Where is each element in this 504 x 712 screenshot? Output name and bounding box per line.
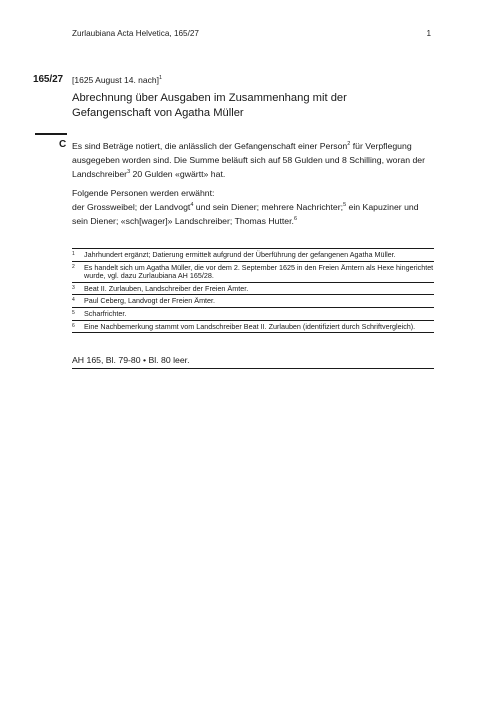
footnote-number: 5 [72,309,75,316]
source-reference: AH 165, Bl. 79-80 • Bl. 80 leer. [72,355,190,365]
footnote-ref-4[interactable]: 4 [190,202,194,208]
regest-p1-part-c: 20 Gulden «gwärtt» hat. [130,169,226,179]
footnote-number: 4 [72,297,75,304]
footnote-item [72,321,434,334]
section-mark: C [59,139,67,150]
footnote-number: 6 [72,322,75,329]
footnote-item [72,283,434,296]
document-title-line-2: Gefangenschaft von Agatha Müller [72,107,244,119]
footnote-item [72,308,434,321]
footnote-text: Eine Nachbemerkung stammt vom Landschreiber Beat II. Zurlauben (identifiziert durch Schriftvergleich). [84,321,416,331]
footnote-ref-6[interactable]: 6 [293,216,298,222]
footnote-ref-1[interactable]: 1 [158,75,163,81]
footnote-item [72,262,434,283]
regest-paragraph-2 [72,186,434,228]
footnote-text: Jahrhundert ergänzt; Datierung ermittelt aufgrund der Überführung der gefangenen Agatha Müller. [84,250,396,259]
document-title [72,91,412,121]
footnote-text: Beat II. Zurlauben, Landschreiber der Freien Ämter. [84,283,249,293]
regest-text [72,139,434,228]
footnote-ref-5[interactable]: 5 [343,202,347,208]
document-date-text: [1625 August 14. nach] [72,75,159,85]
footnote-ref-2[interactable]: 2 [347,141,351,147]
source-rule [72,368,434,369]
footnote-item [72,295,434,308]
regest-p2-part-c: ein Kapuziner und sein Diener; «sch[wager]» Landschreiber; Thomas Hutter. [72,202,419,226]
document-title-line-1: Abrechnung über Ausgaben im Zusammenhang mit der [72,92,347,104]
regest-paragraph-1 [72,139,434,181]
regest-p1-part-b: für Verpflegung ausgegeben worden sind. Die Summe beläuft sich auf 58 Gulden und 8 Schilling, woran der Landschreiber [72,141,426,179]
footnote-text: Es handelt sich um Agatha Müller, die vor dem 2. September 1625 in den Freien Ämtern als Hexe hingerichtet wurde, vgl. dazu Zurlaubiana AH 165/28. [84,262,434,281]
footnote-number: 1 [72,251,75,257]
footnotes [72,248,434,333]
footnote-number: 3 [72,284,75,291]
page-number: 1 [426,29,431,38]
regest-p1-part-a: Es sind Beträge notiert, die anlässlich der Gefangenschaft einer Person [72,141,348,151]
regest-p2-part-a: der Grossweibel; der Landvogt [72,202,191,212]
document-number: 165/27 [33,74,63,85]
document-date [72,75,162,85]
footnote-number: 2 [72,263,75,270]
regest-p2-intro: Folgende Personen werden erwähnt: [72,188,215,198]
footnote-text: Paul Ceberg, Landvogt der Freien Ämter. [84,296,216,306]
regest-p2-part-b: und sein Diener; mehrere Nachrichter; [193,202,344,212]
footnote-item [72,249,434,262]
footnote-ref-3[interactable]: 3 [127,169,131,175]
running-head: Zurlaubiana Acta Helvetica, 165/27 [72,29,199,38]
footnote-text: Scharfrichter. [84,308,127,318]
section-rule [35,133,67,135]
